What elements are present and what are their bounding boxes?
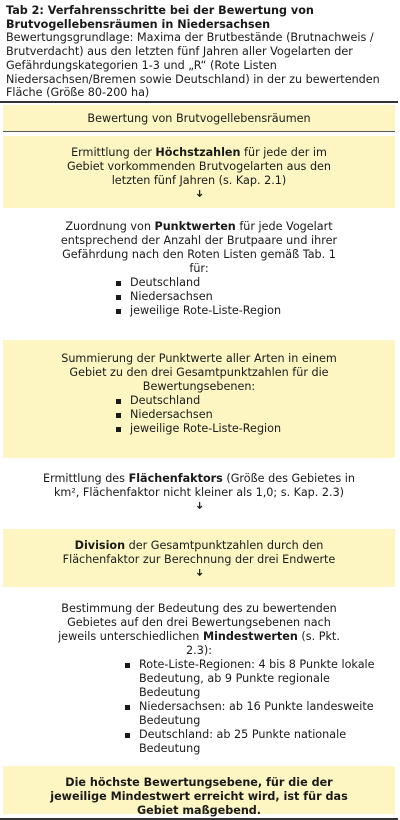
list-item: jeweilige Rote-Liste-Region [114, 304, 284, 318]
caption-title: Tab 2: Verfahrensschritte bei der Bewertung von Brutvogellebensräumen in Niedersachsen [6, 4, 314, 31]
list-item: Rote-Liste-Regionen: 4 bis 8 Punkte lokale Bedeutung, ab 9 Punkte regionale Bedeutung [123, 658, 383, 700]
step-summierung: Summierung der Punktwerte aller Arten in einem Gebiet zu den drei Gesamtpunktzahlen für die Bewertungsebenen: Deutschland Niedersachsen jeweilige Rote-Liste-Region [3, 340, 395, 458]
keyword-hoechstzahlen: Höchstzahlen [155, 146, 241, 159]
caption-text: Bewertungsgrundlage: Maxima der Brutbestände (Brutnachweis / Brutverdacht) aus den letzten fünf Jahren aller Vogelarten der Gefährdungskategorien 1-3 und „R“ (Rote Listen Niedersachsen/Bremen sowie Deutschland) in der zu bewertenden Fläche (Größe 80-200 ha) [6, 31, 380, 100]
list-item: Deutschland [114, 394, 284, 408]
keyword-division: Division [74, 539, 126, 552]
keyword-flaechenfaktor: Flächenfaktors [128, 472, 223, 485]
table-header: Bewertung von Brutvogellebensräumen [3, 105, 395, 132]
list-item: Deutschland [114, 276, 284, 290]
keyword-punktwerte: Punktwerten [154, 220, 236, 233]
threshold-list [123, 658, 383, 756]
conclusion-box: Die höchste Bewertungsebene, für die der jeweilige Mindestwert erreicht wird, ist für das Gebiet maßgebend. [3, 766, 395, 814]
down-arrow-icon: ➜ [193, 568, 205, 577]
step-division: Division der Gesamtpunktzahlen durch den Flächenfaktor zur Berechnung der drei Endwerte ➜ [3, 529, 395, 587]
step-punktwerte: Zuordnung von Punktwerten für jede Vogelart entsprechend der Anzahl der Brutpaare und ihrer Gefährdung nach den Roten Listen gemäß Tab. 1 für: Deutschland Niedersachsen jeweilige Rote-Liste-Region [60, 220, 338, 317]
list-item: Niedersachsen [114, 408, 284, 422]
keyword-mindestwerte: Mindestwerten [202, 630, 298, 643]
step-flaechenfaktor: Ermittlung des Flächenfaktors (Größe des Gebietes in km², Flächenfaktor nicht kleiner als 1,0; s. Kap. 2.3) ➜ [3, 462, 395, 524]
list-item: jeweilige Rote-Liste-Region [114, 422, 284, 436]
down-arrow-icon: ➜ [193, 501, 205, 510]
down-arrow-icon: ➜ [193, 189, 205, 198]
step-mindestwerte: Bestimmung der Bedeutung des zu bewertenden Gebietes auf den drei Bewertungsebenen nach jeweils unterschiedlichen Mindestwerten (s. Pkt. 2.3): Rote-Liste-Regionen: 4 bis 8 Punkte lokale Bedeutung, ab 9 Punkte regionale Bedeutung Niedersachsen: ab 16 Punkte landesweite Bedeutung Deutschland: ab 25 Punkte nationale Bedeutung [3, 592, 395, 762]
list-item: Deutschland: ab 25 Punkte nationale Bedeutung [123, 728, 383, 756]
step-hoechstzahlen: Ermittlung der Höchstzahlen für jede der im Gebiet vorkommenden Brutvogelarten aus den letzten fünf Jahren (s. Kap. 2.1) ➜ [3, 136, 395, 208]
list-item: Niedersachsen [114, 290, 284, 304]
list-item: Niedersachsen: ab 16 Punkte landesweite Bedeutung [123, 700, 383, 728]
